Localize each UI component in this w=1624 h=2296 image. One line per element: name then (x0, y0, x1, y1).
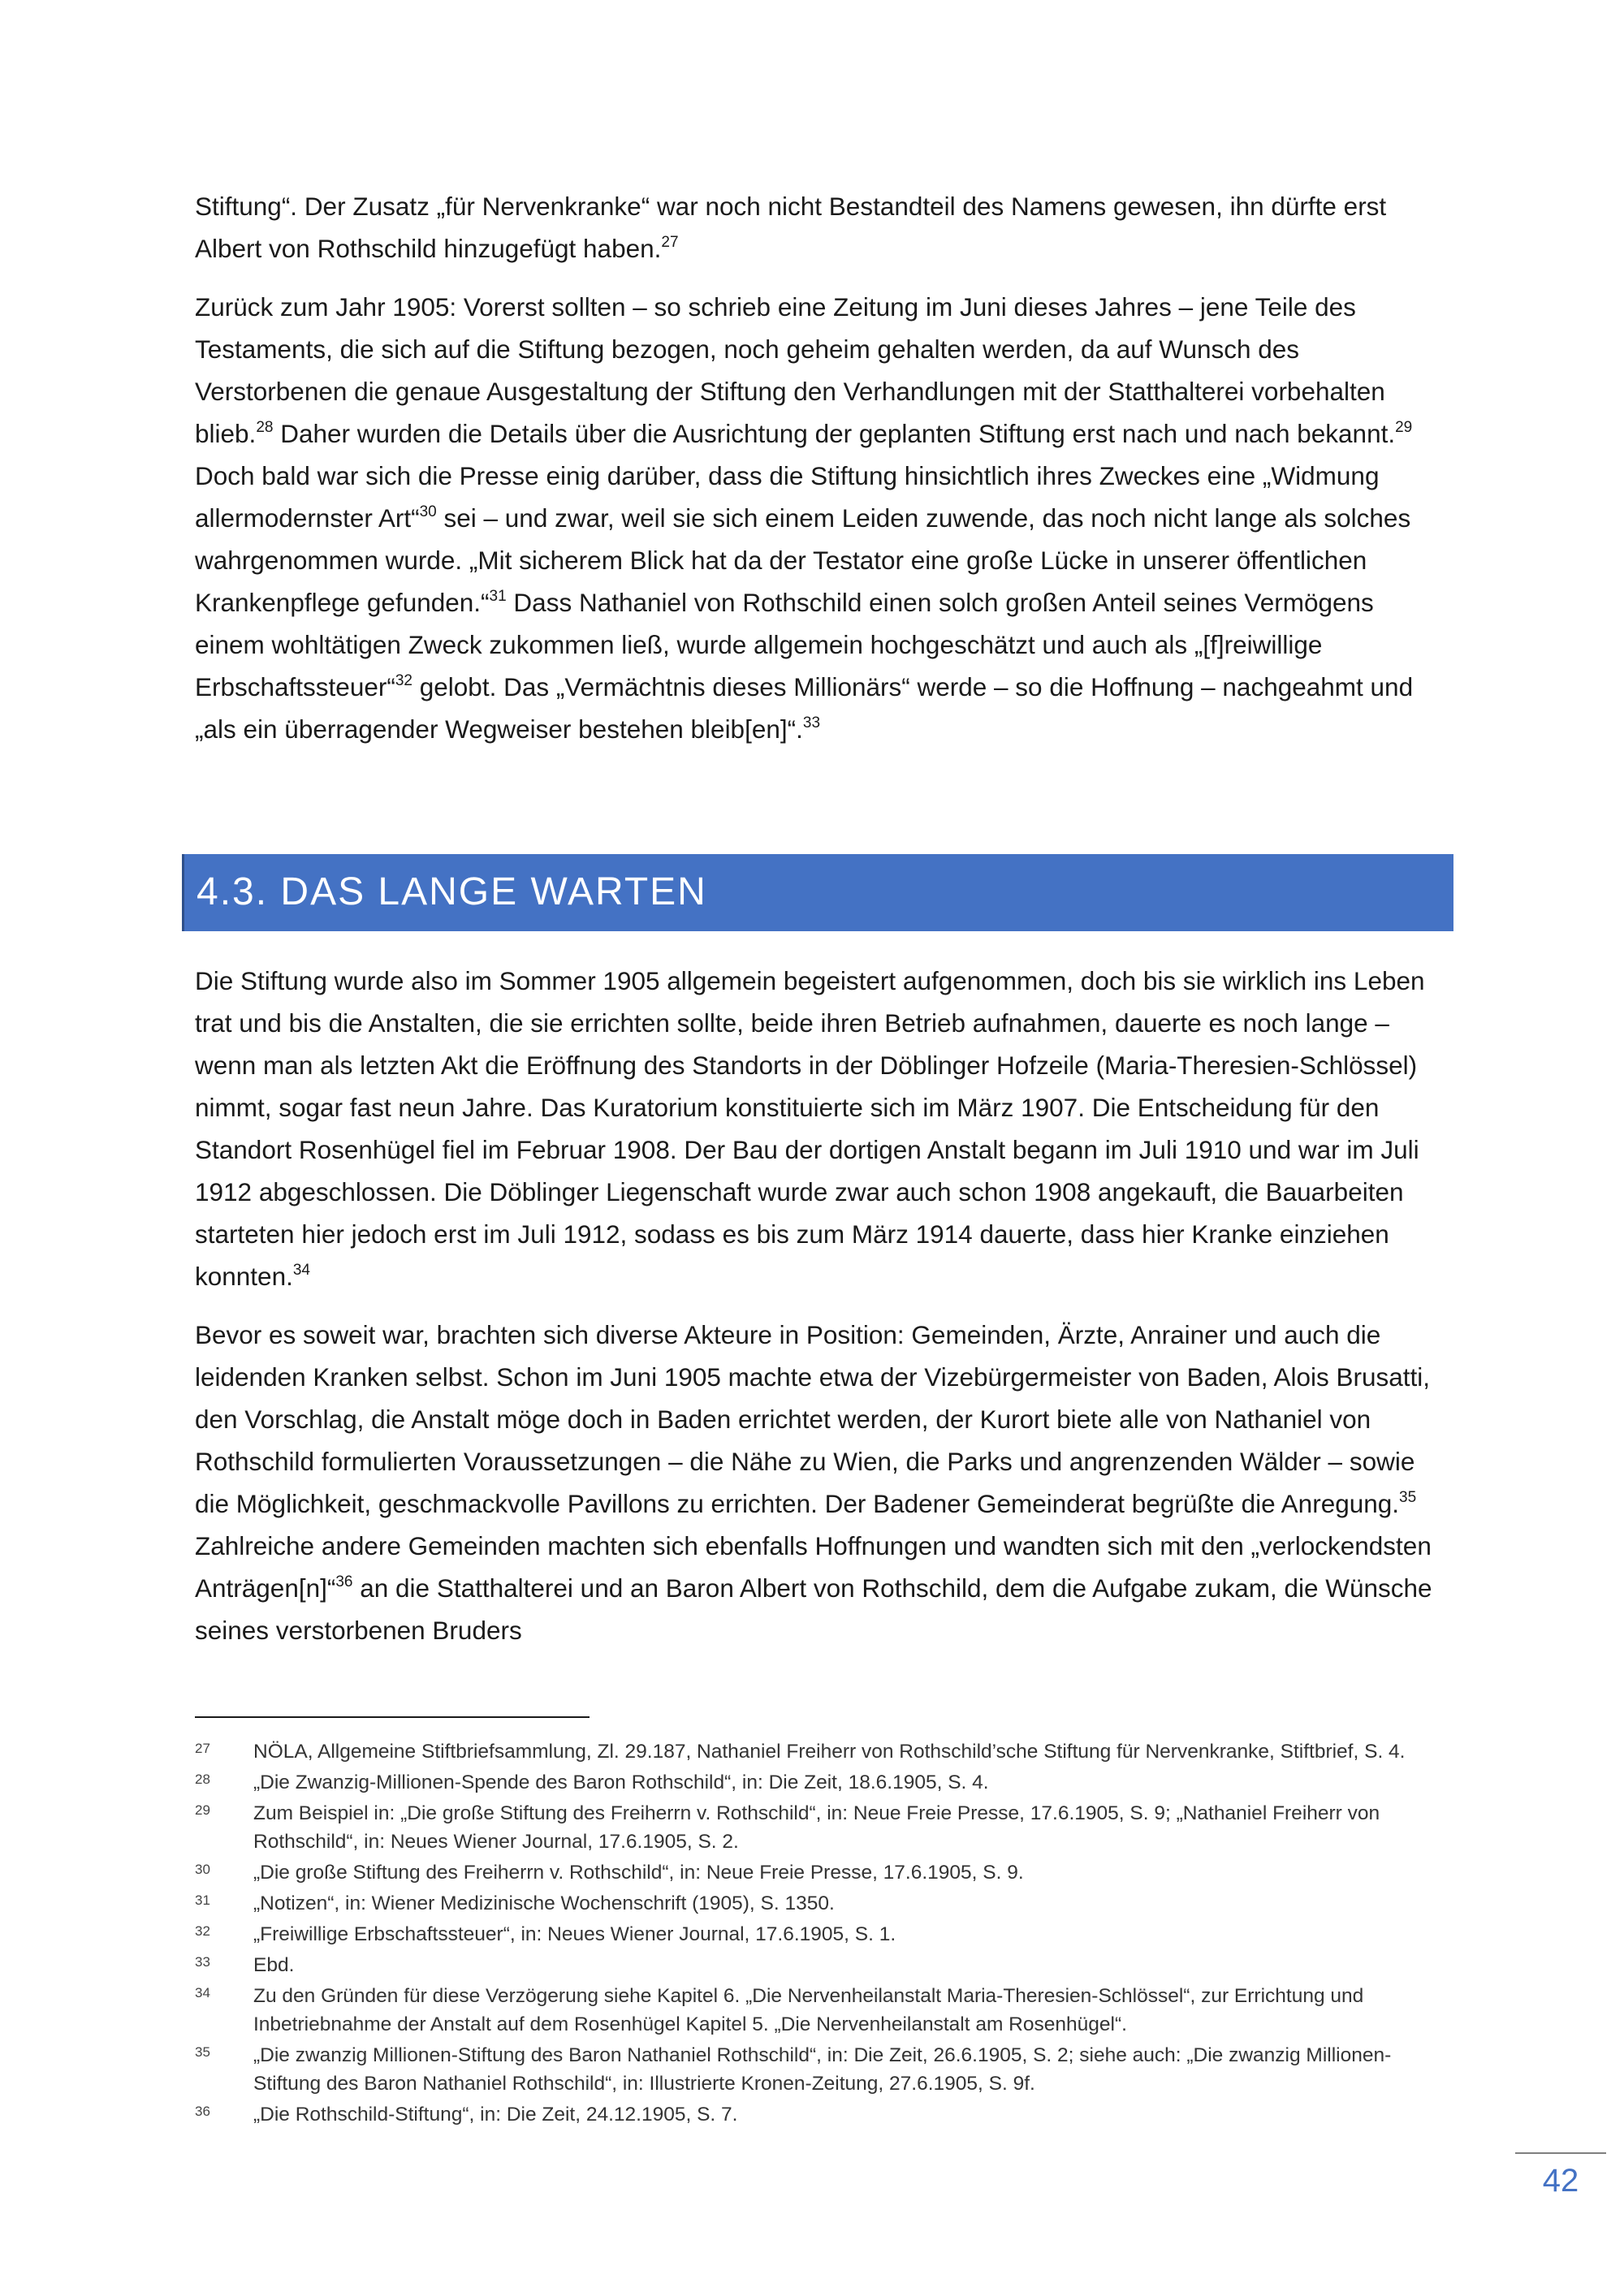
footnote-number: 30 (195, 1862, 210, 1877)
footnote (195, 1858, 1449, 1887)
footnote-reference: 27 (661, 234, 679, 251)
footnote (195, 2041, 1449, 2098)
footnote-number: 35 (195, 2044, 210, 2060)
footnote-reference: 31 (489, 588, 507, 605)
footnote-text: „Die große Stiftung des Freiherrn v. Rothschild“, in: Neue Freie Presse, 17.6.1905, S. 9. (253, 1862, 1024, 1884)
paragraph-text: Die Stiftung wurde also im Sommer 1905 allgemein begeistert aufgenommen, doch bis sie wirklich ins Leben trat und bis die Anstalten, die sie errichten sollte, beide ihren Betrieb aufnahmen, dauerte es noch lange – wenn man als letzten Akt die Eröffnung des Standorts in der Döblinger Hofzeile (Maria-Theresien-Schlössel) nimmt, sogar fast neun Jahre. Das Kuratorium konstituierte sich im März 1907. Die Entscheidung für den Standort Rosenhügel fiel im Februar 1908. Der Bau der dortigen Anstalt begann im Juli 1910 und war im Juli 1912 abgeschlossen. Die Döblinger Liegenschaft wurde zwar auch schon 1908 angekauft, die Bauarbeiten starteten hier jedoch erst im Juli 1912, sodass es bis zum März 1914 dauerte, dass hier Kranke einziehen konnten. (195, 966, 1425, 1291)
paragraph-text: Zurück zum Jahr 1905: Vorerst sollten – so schrieb eine Zeitung im Juni dieses Jahres – jene Teile des Testaments, die sich auf die Stiftung bezogen, noch geheim gehalten werden, da auf Wunsch des Verstorbenen die genaue Ausgestaltung der Stiftung den Verhandlungen mit der Statthalterei vorbehalten blieb. (195, 292, 1385, 448)
footnote-text: NÖLA, Allgemeine Stiftbriefsammlung, Zl. 29.187, Nathaniel Freiherr von Rothschild’sche Stiftung für Nervenkranke, Stiftbrief, S. 4. (253, 1741, 1406, 1763)
footnote-reference: 36 (335, 1573, 353, 1590)
footnote-text: „Die Rothschild-Stiftung“, in: Die Zeit, 24.12.1905, S. 7. (253, 2104, 738, 2126)
footnote (195, 1889, 1449, 1918)
footnote-reference: 35 (1399, 1489, 1417, 1506)
page-number: 42 (1542, 2163, 1579, 2199)
footnote-text: „Die zwanzig Millionen-Stiftung des Baron Nathaniel Rothschild“, in: Die Zeit, 26.6.1905, S. 2; siehe auch: „Die zwanzig Millionen-Stiftung des Baron Nathaniel Rothschild“, in: Illustrierte Kronen-Zeitung, 27.6.1905, S. 9f. (253, 2044, 1392, 2095)
section-heading: 4.3. DAS LANGE WARTEN (197, 870, 707, 913)
paragraph-text: an die Statthalterei und an Baron Albert von Rothschild, dem die Aufgabe zukam, die Wünsche seines verstorbenen Bruders (195, 1573, 1432, 1645)
footnote (195, 1920, 1449, 1949)
footnote-number: 34 (195, 1985, 210, 2000)
body-text-top (195, 185, 1449, 766)
footnote (195, 1737, 1449, 1766)
footnote (195, 2100, 1449, 2129)
footnote-number: 32 (195, 1923, 210, 1939)
footnote-number: 36 (195, 2104, 210, 2119)
paragraph-text: Bevor es soweit war, brachten sich diverse Akteure in Position: Gemeinden, Ärzte, Anrainer und auch die leidenden Kranken selbst. Schon im Juni 1905 machte etwa der Vizebürgermeister von Baden, Alois Brusatti, den Vorschlag, die Anstalt möge doch in Baden errichtet werden, der Kurort biete alle von Nathaniel von Rothschild formulierten Voraussetzungen – die Nähe zu Wien, die Parks und angrenzenden Wälder – sowie die Möglichkeit, geschmackvolle Pavillons zu errichten. Der Badener Gemeinderat begrüßte die Anregung. (195, 1320, 1431, 1518)
footnote-number: 28 (195, 1772, 210, 1787)
paragraph (195, 960, 1449, 1297)
paragraph-text: sei – und zwar, weil sie sich einem Leiden zuwende, das noch nicht lange als solches wahrgenommen wurde. „Mit sicherem Blick hat da der Testator eine große Lücke in unserer öffentlichen Krankenpflege gefunden.“ (195, 503, 1411, 617)
section-heading-bar (182, 854, 1453, 931)
paragraph-text: Zahlreiche andere Gemeinden machten sich ebenfalls Hoffnungen und wandten sich mit den „verlockendsten Anträgen[n]“ (195, 1531, 1432, 1603)
footnote-text: Ebd. (253, 1954, 295, 1976)
footnote-text: Zum Beispiel in: „Die große Stiftung des Freiherrn v. Rothschild“, in: Neue Freie Presse, 17.6.1905, S. 9; „Nathaniel Freiherr von Rothschild“, in: Neues Wiener Journal, 17.6.1905, S. 2. (253, 1802, 1380, 1853)
footnote-reference: 30 (419, 503, 437, 520)
footnote-reference: 32 (395, 672, 412, 689)
paragraph (195, 286, 1449, 750)
footnote (195, 1768, 1449, 1797)
body-text-bottom (195, 960, 1449, 1668)
page-number-rule (1515, 2152, 1606, 2154)
footnote-number: 33 (195, 1954, 210, 1970)
footnote (195, 1951, 1449, 1979)
footnote-reference: 33 (802, 714, 821, 732)
paragraph-text: Dass Nathaniel von Rothschild einen solch großen Anteil seines Vermögens einem wohltätigen Zweck zukommen ließ, wurde allgemein hochgeschätzt und auch als „[f]reiwillige Erbschaftssteuer“ (195, 588, 1374, 701)
footnote-text: „Freiwillige Erbschaftssteuer“, in: Neues Wiener Journal, 17.6.1905, S. 1. (253, 1923, 896, 1945)
footnote-text: „Notizen“, in: Wiener Medizinische Wochenschrift (1905), S. 1350. (253, 1892, 835, 1914)
paragraph (195, 185, 1449, 270)
footnote-number: 29 (195, 1802, 210, 1818)
paragraph-text: Stiftung“. Der Zusatz „für Nervenkranke“ war noch nicht Bestandteil des Namens gewesen, ihn dürfte erst Albert von Rothschild hinzugefügt haben. (195, 192, 1387, 263)
footnote-reference: 34 (292, 1262, 310, 1279)
footnote-number: 31 (195, 1892, 210, 1908)
paragraph-text: gelobt. Das „Vermächtnis dieses Millionärs“ werde – so die Hoffnung – nachgeahmt und „als ein überragender Wegweiser bestehen bleib[en]“. (195, 672, 1414, 744)
footnote (195, 1799, 1449, 1856)
footnote-text: Zu den Gründen für diese Verzögerung siehe Kapitel 6. „Die Nervenheilanstalt Maria-Theresien-Schlössel“, zur Errichtung und Inbetriebnahme der Anstalt auf dem Rosenhügel Kapitel 5. „Die Nervenheilanstalt am Rosenhügel“. (253, 1985, 1364, 2035)
footnote-number: 27 (195, 1741, 210, 1756)
footnote-text: „Die Zwanzig-Millionen-Spende des Baron Rothschild“, in: Die Zeit, 18.6.1905, S. 4. (253, 1772, 989, 1793)
paragraph-text: Daher wurden die Details über die Ausrichtung der geplanten Stiftung erst nach und nach bekannt. (273, 419, 1396, 448)
footnotes (195, 1737, 1449, 2131)
footnote (195, 1982, 1449, 2039)
footnote-separator (195, 1716, 590, 1718)
paragraph (195, 1314, 1449, 1651)
paragraph-text: Doch bald war sich die Presse einig darüber, dass die Stiftung hinsichtlich ihres Zweckes eine „Widmung allermodernster Art“ (195, 461, 1380, 533)
footnote-reference: 29 (1395, 419, 1413, 436)
footnote-reference: 28 (256, 419, 274, 436)
